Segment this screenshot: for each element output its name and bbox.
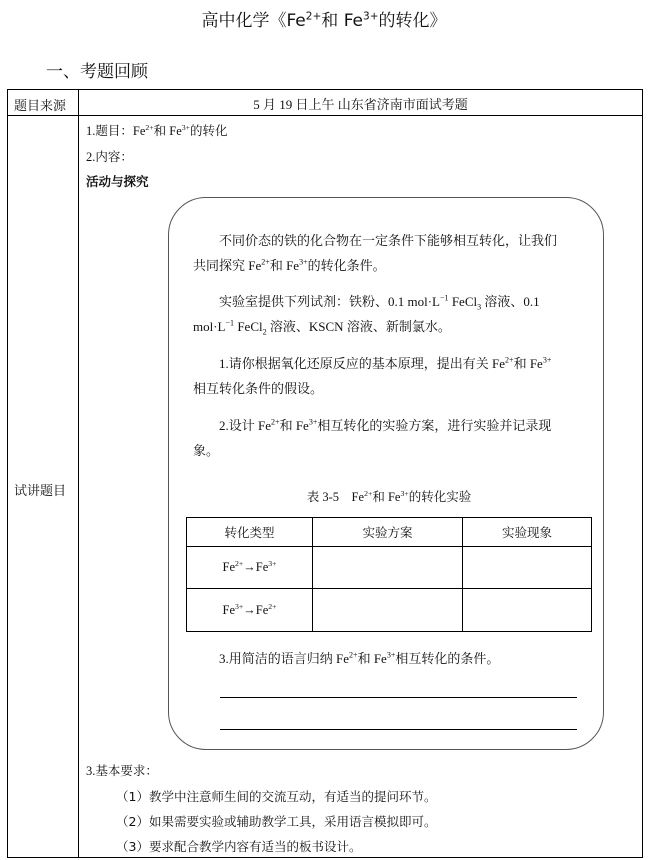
box-paragraph-reagents <box>193 289 583 339</box>
header-cell: 转化类型 <box>187 518 313 547</box>
table-row <box>187 547 592 589</box>
table-row <box>187 589 592 632</box>
table-row-divider <box>7 115 643 116</box>
para-text: 溶液、KSCN 溶液、新制氯水。 <box>266 319 451 334</box>
title-sup: 2+ <box>305 10 322 23</box>
plan-cell[interactable] <box>313 589 463 632</box>
para-text: 溶液、0.1 <box>481 294 540 309</box>
requirement-item: （1）教学中注意师生间的交流互动，有适当的提问环节。 <box>116 789 437 804</box>
para-sup: 2+ <box>505 355 514 365</box>
table-column-divider <box>78 89 79 858</box>
para-sup: 3+ <box>542 355 552 365</box>
para-text: 的转化条件。 <box>307 258 386 273</box>
source-value: 5 月 19 日上午 山东省济南市面试考题 <box>253 97 468 112</box>
para-sup: 3+ <box>299 257 308 267</box>
box-question-3 <box>219 648 499 667</box>
topic-label: 试讲题目 <box>14 484 67 499</box>
para-text: FeCl <box>234 319 263 334</box>
phenomenon-cell[interactable] <box>463 547 592 589</box>
cell-text: Fe <box>255 560 269 574</box>
phenomenon-cell[interactable] <box>463 589 592 632</box>
table-border-top <box>7 89 643 90</box>
para-sup: 2+ <box>349 650 358 660</box>
answer-line[interactable] <box>220 729 577 730</box>
item-sup: 3+ <box>181 122 191 132</box>
para-sup: 2+ <box>271 417 280 427</box>
table-border-left <box>7 89 8 858</box>
cell-text: Fe <box>222 602 235 617</box>
cell-text: Fe <box>222 560 235 574</box>
para-text: 和 Fe <box>269 258 300 273</box>
para-sup: −1 <box>225 318 235 328</box>
table-border-right <box>642 89 643 858</box>
para-text: mol·L <box>193 319 226 334</box>
para-text: 2.设计 Fe <box>219 418 272 433</box>
para-text: FeCl <box>448 294 478 309</box>
box-question-2 <box>193 413 583 463</box>
header-cell: 实验现象 <box>463 518 592 547</box>
para-text: 3.用简洁的语言归纳 Fe <box>219 651 350 666</box>
para-text: 共同探究 Fe <box>193 258 262 273</box>
para-text: 和 Fe <box>279 418 309 433</box>
table-header-row <box>187 518 592 547</box>
source-label: 题目来源 <box>14 99 67 114</box>
caption-sup: 3+ <box>400 488 409 498</box>
item-sup: 2+ <box>145 122 154 132</box>
box-paragraph-intro <box>193 228 583 278</box>
cell-sup: 3+ <box>268 558 277 568</box>
para-sub: 2 <box>262 327 267 337</box>
experiment-table <box>186 517 592 632</box>
item-topic <box>86 121 228 139</box>
para-text: 和 Fe <box>513 356 543 371</box>
title-text: 高中化学《Fe <box>201 11 306 31</box>
para-sub: 3 <box>477 302 482 312</box>
activity-box <box>168 197 604 750</box>
conversion-type-cell <box>187 547 313 589</box>
item-text: 和 Fe <box>153 124 182 138</box>
cell-sup: 3+ <box>235 601 244 611</box>
para-sup: 3+ <box>386 650 396 660</box>
section-heading: 一、考题回顾 <box>46 62 148 82</box>
cell-sup: 2+ <box>268 601 277 611</box>
para-sup: 2+ <box>261 257 270 267</box>
arrow-icon: → <box>243 560 256 574</box>
para-text: 相互转化条件的假设。 <box>193 381 324 396</box>
para-text: 相互转化的条件。 <box>395 651 500 666</box>
para-text: 象。 <box>193 443 220 458</box>
item-requirements: 3.基本要求： <box>86 764 158 778</box>
cell-sup: 2+ <box>235 558 244 568</box>
answer-line[interactable] <box>220 697 577 698</box>
table-border-bottom <box>7 857 643 858</box>
item-content: 2.内容： <box>86 150 133 164</box>
cell-text: Fe <box>255 602 269 617</box>
document-title <box>0 6 648 31</box>
para-text: 不同价态的铁的化合物在一定条件下能够相互转化，让我们 <box>219 233 558 248</box>
para-text: 和 Fe <box>357 651 387 666</box>
box-question-1 <box>193 351 583 401</box>
requirement-item: （3）要求配合教学内容有适当的板书设计。 <box>116 839 362 854</box>
conversion-type-cell <box>187 589 313 632</box>
plan-cell[interactable] <box>313 547 463 589</box>
table-caption <box>186 487 592 505</box>
item-text: 的转化 <box>190 124 228 138</box>
para-text: 实验室提供下列试剂：铁粉、0.1 mol·L <box>219 294 440 309</box>
title-text: 和 Fe <box>321 11 364 31</box>
caption-text: 表 3-5 Fe <box>306 490 365 504</box>
para-sup: −1 <box>440 293 449 303</box>
activity-heading: 活动与探究 <box>86 174 149 189</box>
caption-text: 的转化实验 <box>408 490 472 504</box>
caption-sup: 2+ <box>364 488 373 498</box>
title-sup: 3+ <box>363 10 379 23</box>
title-text: 的转化》 <box>378 11 447 31</box>
item-text: 1.题目：Fe <box>86 124 146 138</box>
arrow-icon: → <box>243 602 256 617</box>
para-text: 相互转化的实验方案，进行实验并记录现 <box>317 418 552 433</box>
requirement-item: （2）如果需要实验或辅助教学工具，采用语言模拟即可。 <box>116 814 437 829</box>
caption-text: 和 Fe <box>372 490 401 504</box>
header-cell: 实验方案 <box>313 518 463 547</box>
para-text: 1.请你根据氧化还原反应的基本原理，提出有关 Fe <box>219 356 506 371</box>
para-sup: 3+ <box>308 417 318 427</box>
